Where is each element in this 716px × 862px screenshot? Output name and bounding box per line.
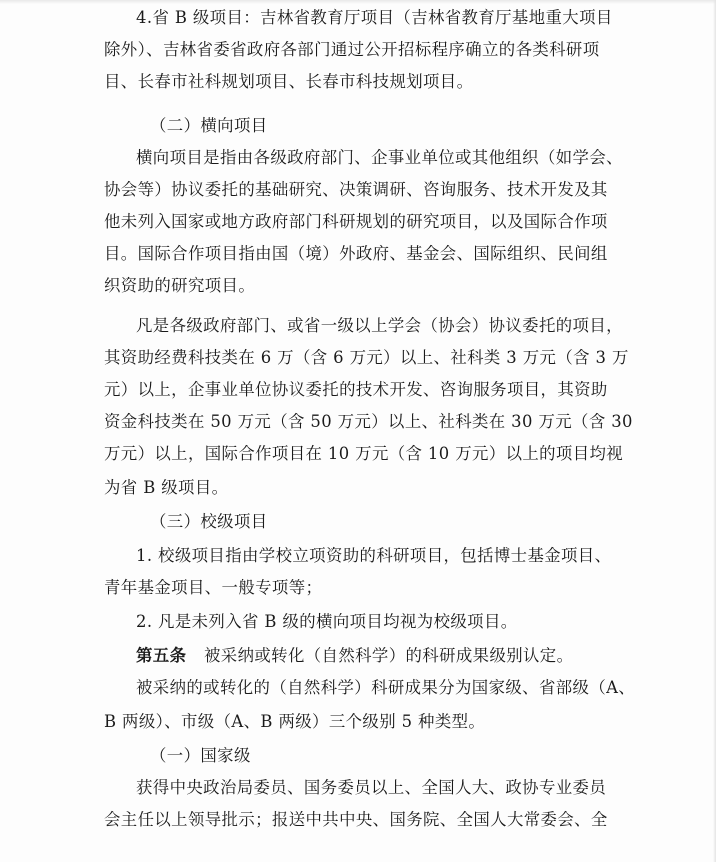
text-line: 他未列入国家或地方政府部门科研规划的研究项目，以及国际合作项 bbox=[104, 212, 608, 231]
article-title: 被采纳或转化（自然科学）的科研成果级别认定。 bbox=[204, 646, 574, 665]
section-heading: （一）国家级 bbox=[150, 746, 251, 765]
text-line: B 两级）、市级（A、B 两级）三个级别 5 种类型。 bbox=[104, 712, 486, 731]
text-line: 凡是各级政府部门、或省一级以上学会（协会）协议委托的项目， bbox=[136, 316, 623, 335]
text-line: 除外）、吉林省委省政府各部门通过公开招标程序确立的各类科研项 bbox=[104, 40, 600, 59]
scan-top-shadow bbox=[0, 0, 716, 4]
text-line: 青年基金项目、一般专项等； bbox=[104, 578, 323, 597]
text-line: 万元）以上，国际合作项目在 10 万元（含 10 万元）以上的项目均视 bbox=[104, 444, 624, 463]
section-heading: （三）校级项目 bbox=[150, 512, 268, 531]
section-heading: （二）横向项目 bbox=[150, 116, 268, 135]
text-line: 资金科技类在 50 万元（含 50 万元）以上、社科类在 30 万元（含 30 bbox=[104, 412, 633, 431]
text-line: 2. 凡是未列入省 B 级的横向项目均视为校级项目。 bbox=[136, 612, 518, 631]
text-line: 织资助的研究项目。 bbox=[104, 276, 256, 295]
text-line: 协会等）协议委托的基础研究、决策调研、咨询服务、技术开发及其 bbox=[104, 180, 608, 199]
text-line: 横向项目是指由各级政府部门、企事业单位或其他组织（如学会、 bbox=[136, 148, 623, 167]
text-line: 1. 校级项目指由学校立项资助的科研项目，包括博士基金项目、 bbox=[136, 546, 612, 565]
text-line: 被采纳的或转化的（自然科学）科研成果分为国家级、省部级（A、 bbox=[136, 678, 636, 697]
text-line: 元）以上，企事业单位协议委托的技术开发、咨询服务项目，其资助 bbox=[104, 380, 608, 399]
text-line: 目。国际合作项目指由国（境）外政府、基金会、国际组织、民间组 bbox=[104, 244, 608, 263]
text-line: 目、长春市社科规划项目、长春市科技规划项目。 bbox=[104, 72, 474, 91]
text-line: 获得中央政治局委员、国务委员以上、全国人大、政协专业委员 bbox=[136, 778, 607, 797]
text-line: 4.省 B 级项目：吉林省教育厅项目（吉林省教育厅基地重大项目 bbox=[136, 8, 613, 27]
text-line: 为省 B 级项目。 bbox=[104, 478, 229, 497]
article-number: 第五条 bbox=[136, 646, 187, 665]
text-line: 其资助经费科技类在 6 万（含 6 万元）以上、社科类 3 万元（含 3 万 bbox=[104, 348, 629, 367]
text-line: 会主任以上领导批示；报送中共中央、国务院、全国人大常委会、全 bbox=[104, 810, 608, 829]
